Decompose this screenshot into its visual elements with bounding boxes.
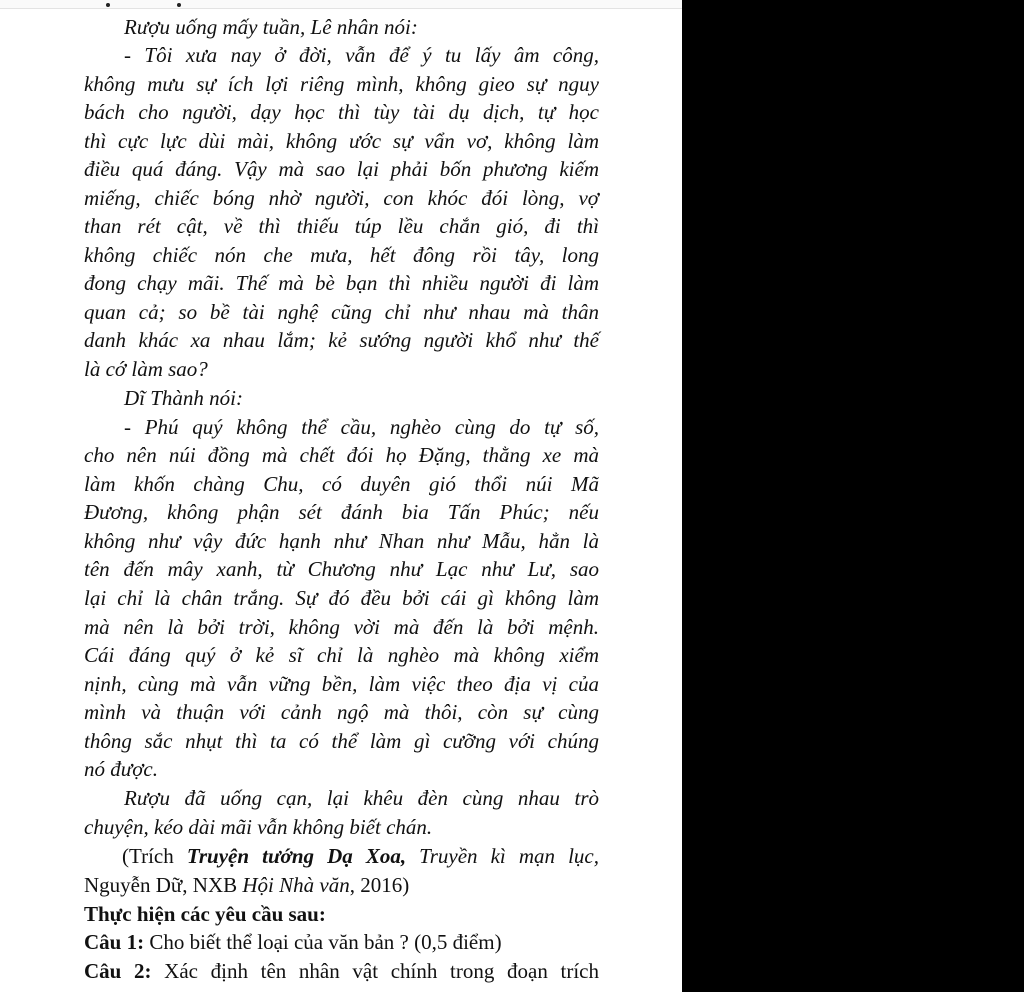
passage-line: nó được.	[84, 757, 158, 781]
passage-line: điều quá đáng. Vậy mà sao lại phải bốn phương kiếm	[84, 157, 599, 181]
passage-line: chuyện, kéo dài mãi vẫn không biết chán.	[84, 815, 433, 839]
question-2-label: Câu 2:	[84, 959, 152, 983]
citation-open: (Trích	[122, 844, 187, 868]
passage-line: là cớ làm sao?	[84, 357, 208, 381]
passage-line: thì cực lực dùi mài, không ước sự vẩn vơ, không làm	[84, 129, 599, 153]
passage-line: Đương, không phận sét đánh bia Tấn Phúc; nếu	[84, 500, 599, 524]
citation-author: Nguyễn Dữ, NXB	[84, 873, 243, 897]
bullet-mark	[106, 3, 110, 7]
passage-line: Cái đáng quý ở kẻ sĩ chỉ là nghèo mà không xiểm	[84, 643, 599, 667]
citation-year: , 2016)	[349, 873, 410, 897]
passage-line: Rượu uống mấy tuần, Lê nhân nói:	[124, 15, 418, 39]
black-margin	[682, 0, 1024, 992]
passage-line: tên đến mây xanh, từ Chương như Lạc như Lư, sao	[84, 557, 599, 581]
passage-line: không mưu sự ích lợi riêng mình, không gieo sự nguy	[84, 72, 599, 96]
question-1	[84, 928, 599, 957]
page-top-edge	[0, 0, 682, 9]
citation-line	[84, 871, 599, 900]
passage-line: than rét cật, về thì thiếu túp lều chắn gió, đi thì	[84, 214, 599, 238]
question-1-label: Câu 1:	[84, 930, 145, 954]
passage-line: quan cả; so bề tài nghệ cũng chỉ như nhau mà thân	[84, 300, 599, 324]
passage-line: đong chạy mãi. Thế mà bè bạn thì nhiều người đi làm	[84, 271, 599, 295]
passage-line: - Phú quý không thể cầu, nghèo cùng do tự số,	[124, 415, 599, 439]
citation-publisher: Hội Nhà văn	[242, 873, 350, 897]
passage-line: mà nên là bởi trời, không vời mà đến là bởi mệnh.	[84, 615, 599, 639]
passage-line: làm khốn chàng Chu, có duyên gió thổi núi Mã	[84, 472, 599, 496]
passage-line: danh khác xa nhau lắm; kẻ sướng người khổ như thế	[84, 328, 599, 352]
passage-line: cho nên núi đồng mà chết đói họ Đặng, thằng xe mà	[84, 443, 599, 467]
citation-title: Truyện tướng Dạ Xoa,	[186, 844, 407, 868]
question-1-text: Cho biết thể loại của văn bản ? (0,5 điểm)	[144, 930, 502, 954]
passage-line: - Tôi xưa nay ở đời, vẫn để ý tu lấy âm công,	[124, 43, 599, 67]
task-heading: Thực hiện các yêu cầu sau:	[84, 902, 326, 926]
question-2	[84, 957, 599, 986]
citation-source: Truyền kì mạn lục,	[406, 844, 599, 868]
passage-line: bách cho người, dạy học thì tùy tài dụ dịch, tự học	[84, 100, 599, 124]
passage-line: Rượu đã uống cạn, lại khêu đèn cùng nhau trò	[124, 786, 599, 810]
passage-line: lại chỉ là chân trắng. Sự đó đều bởi cái gì không làm	[84, 586, 599, 610]
passage-line: nịnh, cùng mà vẫn vững bền, làm việc theo địa vị của	[84, 672, 599, 696]
question-2-text: Xác định tên nhân vật chính trong đoạn trích	[151, 959, 599, 983]
bullet-mark	[177, 3, 181, 7]
passage-line: mình và thuận với cảnh ngộ mà thôi, còn sự cùng	[84, 700, 599, 724]
passage-line: không chiếc nón che mưa, hết đông rồi tây, long	[84, 243, 599, 267]
speaker-line: Dĩ Thành nói:	[124, 386, 244, 410]
citation-line	[122, 842, 599, 871]
passage-line: thông sắc nhụt thì ta có thể làm gì cưỡng với chúng	[84, 729, 599, 753]
passage-line: không như vậy đức hạnh như Nhan như Mẫu, hẳn là	[84, 529, 599, 553]
passage-line: miếng, chiếc bóng nhờ người, con khóc đói lòng, vợ	[84, 186, 599, 210]
